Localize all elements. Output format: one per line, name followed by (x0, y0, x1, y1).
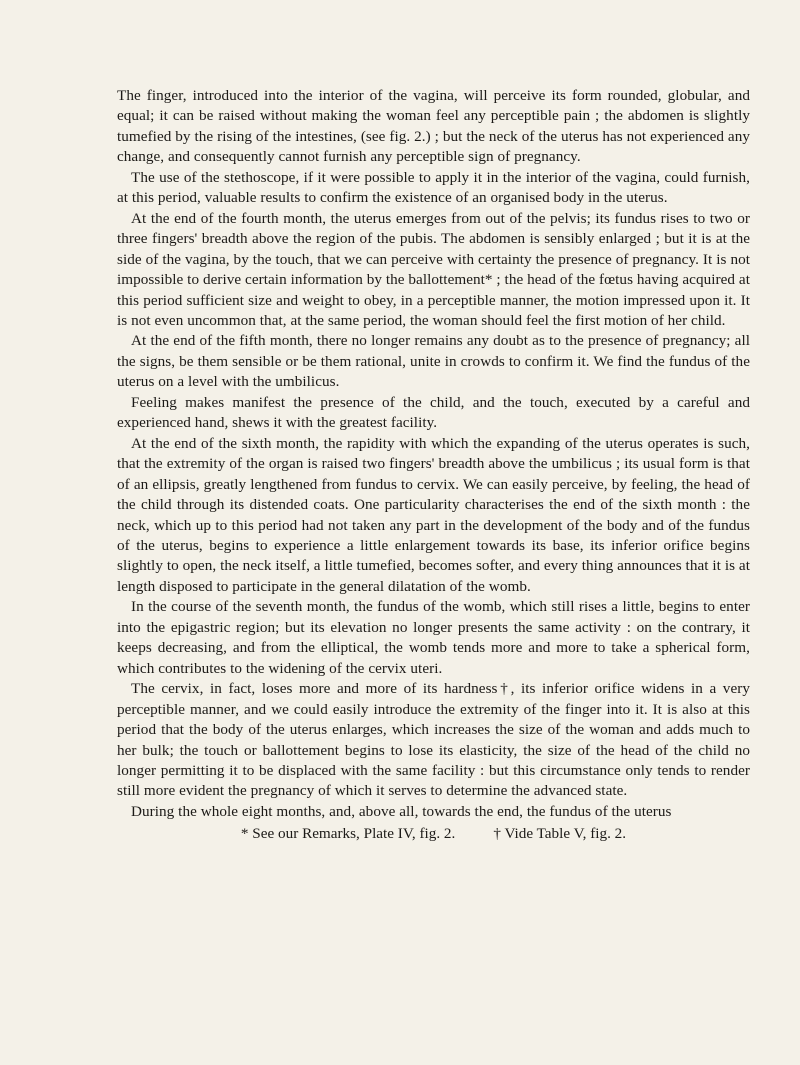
paragraph: At the end of the sixth month, the rapidity with which the expanding of the uterus operates is such, that the extremity of the organ is raised two fingers' breadth above the umbilicus ; its usual form is that of an ellipsis, greatly lengthened from fundus to cervix. We can easily perceive, by feeling, the head of the child through its distended coats. One particularity characterises the end of the sixth month : the neck, which up to this period had not taken any part in the development of the body and of the fundus of the uterus, begins to experience a little enlargement towards its base, its inferior orifice begins slightly to open, the neck itself, a little tumefied, becomes softer, and every thing announces that it is at length disposed to participate in the general dilatation of the womb. (117, 434, 750, 595)
paragraph: During the whole eight months, and, above all, towards the end, the fundus of the uterus (131, 802, 672, 820)
footnote: † Vide Table V, fig. 2. (493, 825, 627, 843)
paragraph: In the course of the seventh month, the fundus of the womb, which still rises a little, begins to enter into the epigastric region; but its elevation no longer presents the same activity : on the contrary, it keeps decreasing, and from the elliptical, the womb tends more and more to take a spherical form, which contributes to the widening of the cervix uteri. (117, 598, 750, 677)
paragraph: The use of the stethoscope, if it were possible to apply it in the interior of the vagina, could furnish, at this period, valuable results to confirm the existence of an organised body in the uterus. (117, 168, 750, 207)
body-text (117, 86, 750, 822)
footnotes (117, 824, 750, 844)
footnote: * See our Remarks, Plate IV, fig. 2. (240, 825, 456, 843)
paragraph: The cervix, in fact, loses more and more of its hardness†, its inferior orifice widens in a very perceptible manner, and we could easily introduce the extremity of the finger into it. It is also at this period that the body of the uterus enlarges, which increases the size of the woman and adds much to her bulk; the touch or ballottement begins to lose its elasticity, the size of the head of the child no longer permitting it to be displaced with the same facility : but this circumstance only tends to render still more evident the pregnancy of which it serves to determine the advanced state. (117, 680, 750, 800)
paragraph: The finger, introduced into the interior of the vagina, will perceive its form rounded, globular, and equal; it can be raised without making the woman feel any perceptible pain ; the abdomen is slightly tumefied by the rising of the intestines, (see fig. 2.) ; but the neck of the uterus has not experienced any change, and consequently cannot furnish any perceptible sign of pregnancy. (117, 87, 750, 166)
paragraph: Feeling makes manifest the presence of the child, and the touch, executed by a careful and experienced hand, shews it with the greatest facility. (117, 393, 750, 432)
paragraph: At the end of the fourth month, the uterus emerges from out of the pelvis; its fundus rises to two or three fingers' breadth above the region of the pubis. The abdomen is sensibly enlarged ; but it is at the side of the vagina, by the touch, that we can perceive with certainty the presence of pregnancy. It is not impossible to derive certain information by the ballottement* ; the head of the fœtus having acquired at this period sufficient size and weight to obey, in a perceptible manner, the motion impressed upon it. It is not even uncommon that, at the same period, the woman should feel the first motion of her child. (117, 209, 750, 329)
paragraph: At the end of the fifth month, there no longer remains any doubt as to the presence of pregnancy; all the signs, be them sensible or be them rational, unite in crowds to confirm it. We find the fundus of the uterus on a level with the umbilicus. (117, 332, 750, 391)
